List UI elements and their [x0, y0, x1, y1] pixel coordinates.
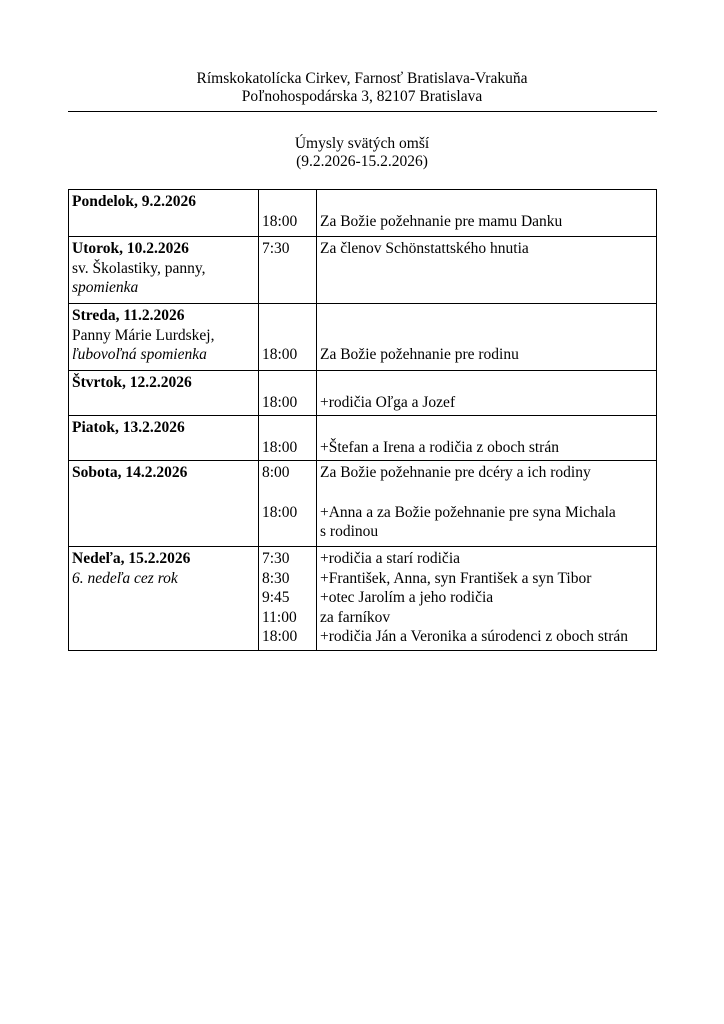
- mass-intention: +rodičia a starí rodičia: [320, 550, 460, 567]
- day-name: Piatok, 13.2.2026: [72, 419, 185, 436]
- mass-intention: +rodičia Ján a Veronika a súrodenci z oboch strán: [320, 628, 629, 645]
- mass-intention: Za členov Schönstattského hnutia: [320, 240, 529, 257]
- mass-time: 18:00: [262, 212, 298, 230]
- document-title: Úmysly svätých omší: [294, 135, 430, 152]
- mass-intention: +otec Jarolím a jeho rodičia: [320, 589, 494, 606]
- mass-time: 8:30: [262, 569, 290, 587]
- mass-time: 18:00: [262, 438, 298, 456]
- day-cell: [69, 547, 259, 651]
- day-rank: 6. nedeľa cez rok: [72, 569, 178, 587]
- day-name: Pondelok, 9.2.2026: [72, 193, 197, 210]
- mass-time: 9:45: [262, 589, 290, 606]
- day-rank: ľubovoľná spomienka: [72, 346, 207, 363]
- mass-time: 8:00: [262, 464, 290, 481]
- day-row-tuesday: [69, 237, 657, 304]
- intention-cell: [317, 371, 657, 416]
- day-feast: Panny Márie Lurdskej,: [72, 326, 215, 344]
- document-title-block: [68, 135, 656, 171]
- intention-cell: [317, 190, 657, 237]
- parish-address: Poľnohospodárska 3, 82107 Bratislava: [241, 88, 483, 105]
- day-row-wednesday: [69, 304, 657, 371]
- time-cell: [259, 237, 317, 304]
- mass-time: 7:30: [262, 240, 290, 257]
- time-cell: [259, 304, 317, 371]
- mass-time: 11:00: [262, 608, 297, 626]
- intention-cell: [317, 547, 657, 651]
- day-name: Nedeľa, 15.2.2026: [72, 550, 191, 567]
- mass-intention-continuation: s rodinou: [320, 523, 379, 540]
- mass-intention: +Štefan a Irena a rodičia z oboch strán: [320, 438, 559, 456]
- day-row-saturday: [69, 461, 657, 547]
- day-cell: [69, 304, 259, 371]
- time-cell: [259, 547, 317, 651]
- day-cell: [69, 237, 259, 304]
- time-cell: [259, 190, 317, 237]
- mass-time: 18:00: [262, 628, 298, 645]
- parish-name: Rímskokatolícka Cirkev, Farnosť Bratislava-Vrakuňa: [196, 70, 528, 87]
- day-rank: spomienka: [72, 279, 139, 296]
- mass-time: 7:30: [262, 550, 290, 567]
- day-row-monday: [69, 190, 657, 237]
- mass-intention: +rodičia Oľga a Jozef: [320, 393, 456, 411]
- day-row-sunday: [69, 547, 657, 651]
- mass-time: 18:00: [262, 393, 298, 411]
- mass-intention: +František, Anna, syn František a syn Tibor: [320, 569, 592, 587]
- date-range: (9.2.2026-15.2.2026): [296, 153, 428, 170]
- mass-intention: +Anna a za Božie požehnanie pre syna Michala: [320, 503, 616, 521]
- mass-intention: Za Božie požehnanie pre dcéry a ich rodiny: [320, 464, 591, 481]
- mass-time: 18:00: [262, 503, 298, 521]
- mass-intention: Za Božie požehnanie pre mamu Danku: [320, 212, 563, 230]
- day-cell: [69, 190, 259, 237]
- parish-header: [68, 70, 656, 106]
- day-cell: [69, 461, 259, 547]
- day-name: Sobota, 14.2.2026: [72, 464, 188, 481]
- time-cell: [259, 371, 317, 416]
- intention-cell: [317, 304, 657, 371]
- mass-time: 18:00: [262, 346, 298, 363]
- day-name: Utorok, 10.2.2026: [72, 240, 189, 257]
- time-cell: [259, 461, 317, 547]
- header-divider: [68, 111, 657, 112]
- intention-cell: [317, 461, 657, 547]
- day-name: Streda, 11.2.2026: [72, 307, 185, 324]
- intention-cell: [317, 416, 657, 461]
- day-feast: sv. Školastiky, panny,: [72, 259, 206, 277]
- day-name: Štvrtok, 12.2.2026: [72, 374, 192, 391]
- day-cell: [69, 416, 259, 461]
- mass-intention: Za Božie požehnanie pre rodinu: [320, 346, 519, 363]
- mass-intentions-table: [68, 189, 657, 651]
- day-cell: [69, 371, 259, 416]
- mass-intention: za farníkov: [320, 608, 391, 626]
- time-cell: [259, 416, 317, 461]
- day-row-thursday: [69, 371, 657, 416]
- intention-cell: [317, 237, 657, 304]
- day-row-friday: [69, 416, 657, 461]
